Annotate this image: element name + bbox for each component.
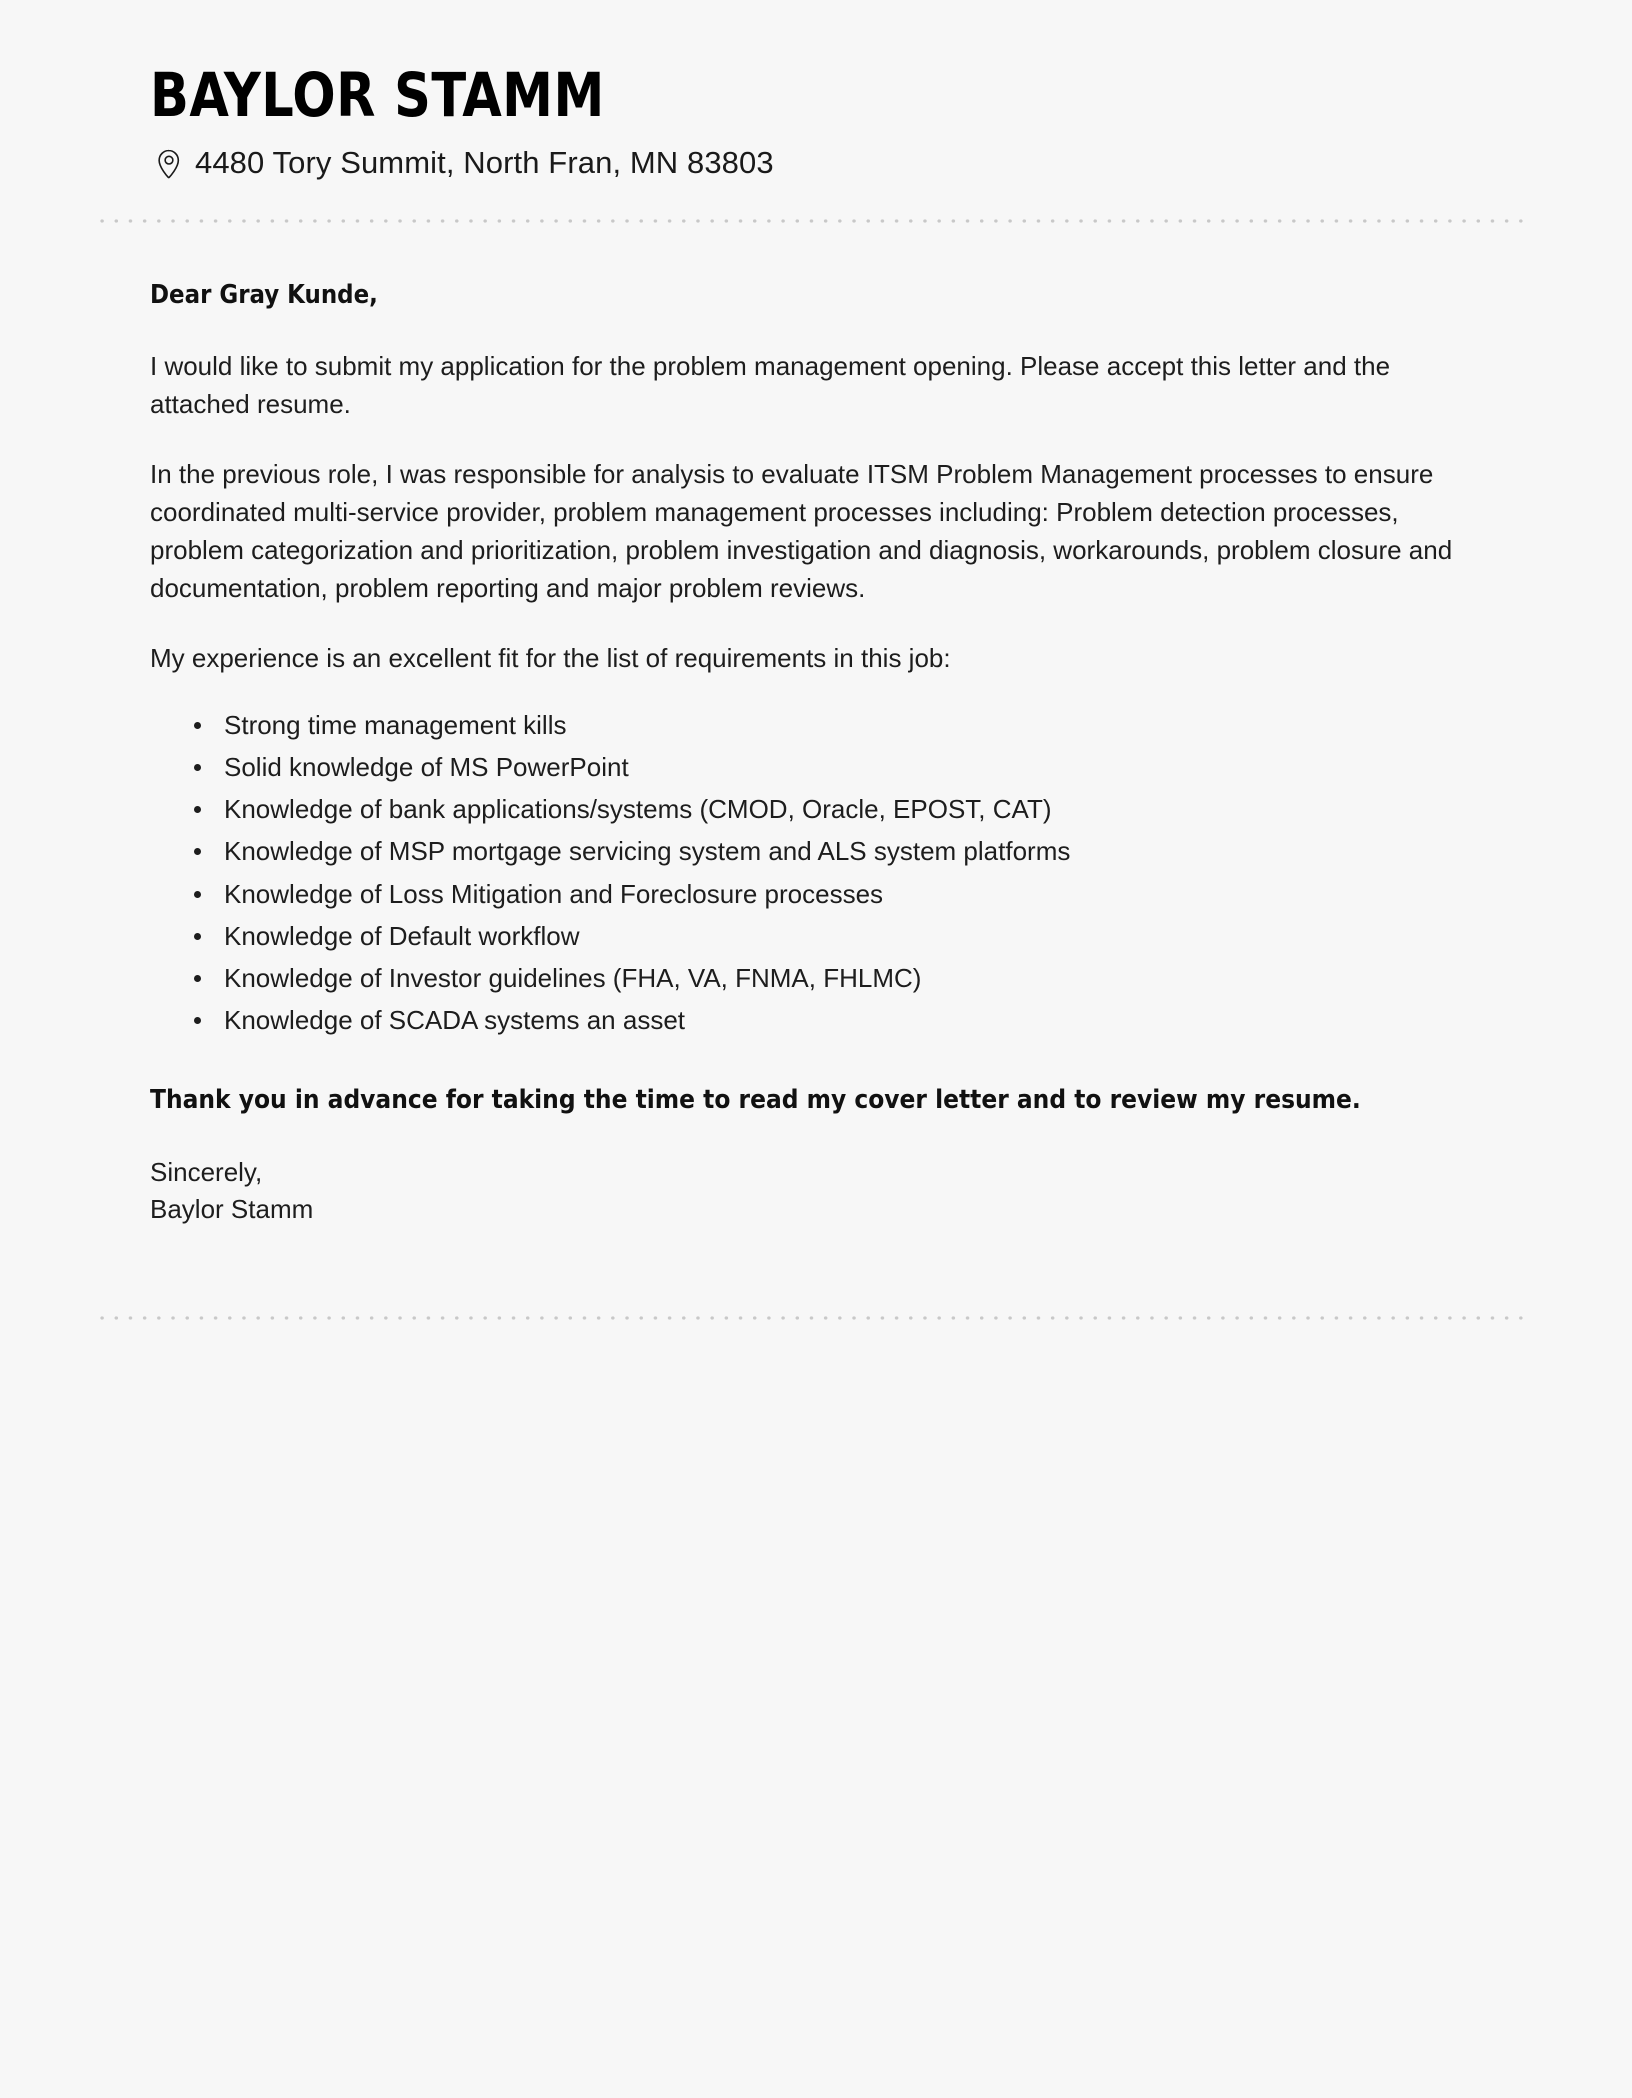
applicant-name: BAYLOR STAMM (150, 60, 605, 131)
list-item: Strong time management kills (190, 710, 1480, 740)
salutation: Dear Gray Kunde, (150, 280, 378, 311)
list-item: Knowledge of Investor guidelines (FHA, VA, FNMA, FHLMC) (190, 963, 1480, 993)
divider-top (95, 219, 1527, 223)
signoff-closing: Sincerely, (150, 1157, 263, 1188)
applicant-address: 4480 Tory Summit, North Fran, MN 83803 (195, 145, 774, 181)
list-item: Knowledge of SCADA systems an asset (190, 1005, 1480, 1035)
closing-statement: Thank you in advance for taking the time to read my cover letter and to review my resume. (150, 1085, 1361, 1116)
skills-list (150, 710, 1480, 1035)
list-item: Solid knowledge of MS PowerPoint (190, 752, 1480, 782)
list-item: Knowledge of Default workflow (190, 921, 1480, 951)
letter-header (150, 62, 1512, 183)
footer-whitespace (150, 1320, 1512, 2080)
paragraph-requirements-lead: My experience is an excellent fit for the list of requirements in this job: (150, 642, 951, 673)
list-item: Knowledge of MSP mortgage servicing system and ALS system platforms (190, 836, 1480, 866)
signoff-block (150, 1154, 1480, 1228)
map-pin-icon (156, 149, 182, 179)
paragraph-experience: In the previous role, I was responsible for analysis to evaluate ITSM Problem Management processes to ensure coordinated multi-service provider, problem management processes including: Problem detection processes, problem categorization and prioritization, problem investigation and diagnosis, workarounds, problem closure and documentation, problem reporting and major problem reviews. (150, 459, 1453, 603)
address-row (156, 144, 1512, 183)
spacer (150, 1228, 1512, 1316)
letter-body (150, 279, 1512, 1228)
signoff-name: Baylor Stamm (150, 1194, 314, 1225)
list-item: Knowledge of Loss Mitigation and Foreclosure processes (190, 879, 1480, 909)
list-item: Knowledge of bank applications/systems (CMOD, Oracle, EPOST, CAT) (190, 794, 1480, 824)
paragraph-intro: I would like to submit my application for the problem management opening. Please accept this letter and the attached resume. (150, 351, 1391, 420)
